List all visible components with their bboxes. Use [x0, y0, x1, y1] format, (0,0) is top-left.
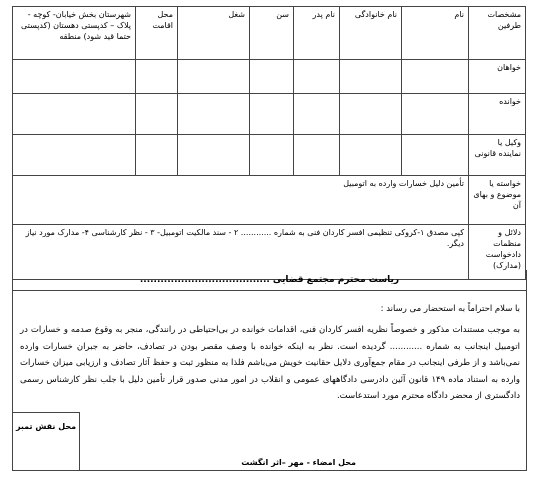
header-row [13, 7, 526, 60]
plaintiff-job-cell[interactable] [178, 60, 250, 94]
stamp-box: محل نقش تمبر [13, 412, 80, 471]
plaintiff-row [13, 60, 526, 94]
evidence-value[interactable]: کپی مصدق ۱-کروکی تنظیمی افسر کاردان فنی به شماره ............ ۲ - سند مالکیت اتومبیل- ۳ - نظر کارشناسی ۴- مدارک مورد نیاز دیگر. [13, 225, 469, 280]
plaintiff-father-cell[interactable] [294, 60, 340, 94]
lawyer-last-name-cell[interactable] [340, 135, 402, 176]
plaintiff-first-name-cell[interactable] [402, 60, 469, 94]
plaintiff-label: خواهان [469, 60, 526, 94]
lawyer-address-cell[interactable] [13, 135, 136, 176]
defendant-father-cell[interactable] [294, 94, 340, 135]
signature-label: محل امضاء - مهر –اثر انگشت [241, 458, 356, 467]
petition-paragraph[interactable]: به موجب مستندات مذکور و خصوصاً نظریه افسر کاردان فنی، اقدامات خوانده در بی‌احتیاطی در رانندگی، منجر به وقوع صدمه و خسارات در اتومبیل اینجانب به شماره ............ گردیده است. نظر به اینکه خوانده با وصف مقصر بودن در تصادف، حاضر به جبران خسارات وارده نمی‌باشد و از طرفی اینجانب در مقام جمع‌آوری دلایل حقانیت خویش می‌باشم فلذا به منظور ثبت و حفظ آثار تصادف و ارزیابی میزان خسارات وارده به استناد ماده ۱۴۹ قانون آئین دادرسی دادگاههای عمومی و انقلاب در امور مدنی صدور قرار تأمین دلیل با جلب نظر کارشناس رسمی دادگستری از محضر دادگاه محترم مورد استدعاست. [20, 325, 520, 401]
address-header: شهرستان بخش خیابان- کوچه - پلاک – کدپستی دهستان (کدپستی حتما قید شود) منطقه [13, 7, 136, 60]
plaintiff-age-cell[interactable] [250, 60, 294, 94]
residence-header: محل اقامت [136, 7, 178, 60]
subject-row [13, 176, 526, 225]
lawyer-row [13, 135, 526, 176]
petition-body [12, 290, 527, 471]
specs-header: مشخصات طرفین [469, 7, 526, 60]
plaintiff-address-cell[interactable] [13, 60, 136, 94]
defendant-job-cell[interactable] [178, 94, 250, 135]
defendant-first-name-cell[interactable] [402, 94, 469, 135]
last-name-header: نام خانوادگی [340, 7, 402, 60]
first-name-header: نام [402, 7, 469, 60]
defendant-label: خوانده [469, 94, 526, 135]
defendant-age-cell[interactable] [250, 94, 294, 135]
lawyer-age-cell[interactable] [250, 135, 294, 176]
age-header: سن [250, 7, 294, 60]
lawyer-father-cell[interactable] [294, 135, 340, 176]
defendant-last-name-cell[interactable] [340, 94, 402, 135]
petition-form [12, 6, 525, 280]
defendant-address-cell[interactable] [13, 94, 136, 135]
court-title: ریاست محترم مجتمع قضایی ...................................... [12, 270, 527, 291]
subject-label: خواسته یا موضوع و بهای آن [469, 176, 526, 225]
lawyer-label: وکیل یا نماینده قانونی [469, 135, 526, 176]
defendant-row [13, 94, 526, 135]
lawyer-job-cell[interactable] [178, 135, 250, 176]
plaintiff-last-name-cell[interactable] [340, 60, 402, 94]
lawyer-first-name-cell[interactable] [402, 135, 469, 176]
job-header: شغل [178, 7, 250, 60]
defendant-residence-cell[interactable] [136, 94, 178, 135]
lawyer-residence-cell[interactable] [136, 135, 178, 176]
subject-value[interactable]: تأمین دلیل خسارات وارده به اتومبیل [13, 176, 469, 225]
greeting-text: با سلام احتراماً به استحضار می رساند : [380, 304, 520, 314]
parties-table [12, 6, 526, 280]
plaintiff-residence-cell[interactable] [136, 60, 178, 94]
father-name-header: نام پدر [294, 7, 340, 60]
evidence-label: دلائل و منظمات دادخواست (مدارک) [469, 225, 526, 280]
